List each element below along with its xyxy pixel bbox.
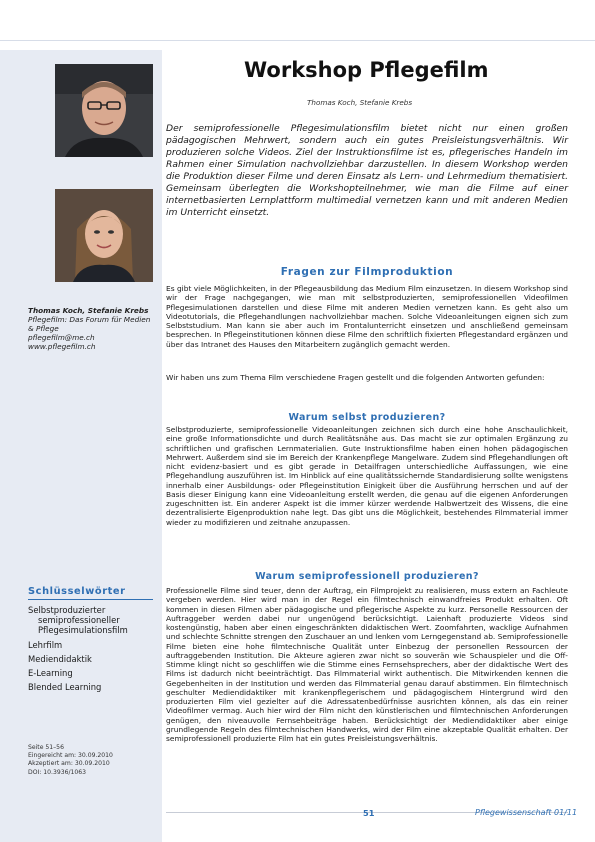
keyword-item: Lehrfilm bbox=[28, 639, 63, 650]
keywords-rule bbox=[28, 599, 153, 600]
article-authors: Thomas Koch, Stefanie Krebs bbox=[307, 98, 413, 107]
author-photo-thomas-koch bbox=[55, 64, 153, 157]
keyword-item: Mediendidaktik bbox=[28, 653, 92, 664]
subheading-selbst-produzieren: Warum selbst produzieren? bbox=[288, 412, 446, 423]
keyword-item: Selbstproduzierter semiprofessioneller Pflegesimulationsfilm bbox=[28, 605, 128, 636]
paragraph-selbst-produzieren: Selbstproduzierte, semiprofessionelle Videoanleitungen zeichnen sich durch eine hohe Anschaulichkeit, eine große Informationsdichte und durch Realitätsnähe aus. Das macht sie zur optimalen Ergänzung zu schriftlichen und grafischen Lernmaterialien. Gute Instruktionsfilme haben einen hohen pädagogischen Mehrwert. Außerdem sind sie im Bereich der Krankenpflege Mangelware. Zudem sind Pflegehandlungen oft nicht evidenz-basiert und es gibt gerade in Detailfragen unterschiedliche Auffassungen, wie eine Pflegehandlung auszuführen ist. Im Hinblick auf eine qualitätssichernde Standardisierung sollte wenigstens innerhalb einer Ausbildungs- oder Pflegeinstitution Einigkeit über die Ausführung herrschen und auf der Basis dieser Einigung kann eine Videoanleitung erstellt werden, die genau auf die eigenen Anforderungen zugeschnitten ist. Ein anderer Aspekt ist die immer kürzer werdende Halbwertzeit des Wissens, die eine dezentralisierte Eigenproduktion nahe legt. Das gibt uns die Möglichkeit, bestehendes Filmmaterial immer wieder zu modifizieren und zeitnahe anzupassen. bbox=[166, 425, 568, 527]
paragraph-intro: Es gibt viele Möglichkeiten, in der Pflegeausbildung das Medium Film einzusetzen. In diesem Workshop sind wir der Frage nachgegangen, wie man mit selbstproduzierten, semiprofessionellen Videofilmen Pflegesimulationen darstellen und diese Filme mit anderen Medien vernetzen kann. Es geht also um Videotutorials, die Pflegehandlungen nachvollziehbar machen. Solche Videoanleitungen eignen sich zum Selbststudium. Man kann sie aber auch im Frontalunterricht einsetzen und anschließend gemeinsam besprechen. In Pflegeinstitutionen können diese Filme den schriftlich fixierten Pflegestandard ergänzen und über das Intranet des Hauses den Mitarbeitern zugänglich gemacht werden. bbox=[166, 284, 568, 349]
keyword-item: Blended Learning bbox=[28, 682, 102, 693]
meta-accepted: Akzeptiert am: 30.09.2010 bbox=[28, 760, 110, 768]
paragraph-questions: Wir haben uns zum Thema Film verschiedene Fragen gestellt und die folgenden Antworten gefunden: bbox=[166, 373, 545, 382]
section-heading-filmproduktion: Fragen zur Filmproduktion bbox=[280, 266, 454, 278]
article-title: Workshop Pflegefilm bbox=[244, 58, 489, 83]
keywords-title: Schlüsselwörter bbox=[28, 586, 126, 597]
article-meta bbox=[28, 744, 156, 777]
author-names: Thomas Koch, Stefanie Krebs bbox=[28, 306, 149, 315]
author-website[interactable]: www.pflegefilm.ch bbox=[28, 342, 96, 351]
keywords-list bbox=[28, 605, 156, 696]
top-rule bbox=[0, 40, 595, 41]
keyword-item: E-Learning bbox=[28, 668, 73, 679]
meta-doi: DOI: 10.3936/1063 bbox=[28, 768, 87, 776]
meta-received: Eingereicht am: 30.09.2010 bbox=[28, 752, 113, 760]
paragraph-semiprofessionell: Professionelle Filme sind teuer, denn der Auftrag, ein Filmprojekt zu realisieren, muss extern an Fachleute vergeben werden. Hier wird man in der Regel ein filmtechnisch einwandfreies Produkt erhalten. Oft kommen in diesen Filmen aber pädagogische und pflegerische Aspekte zu kurz. Personelle Ressourcen der Auftraggeber werden dabei nur ungenügend berücksichtigt. Laienhaft produzierte Videos sind kostengünstig, haben aber einen eingeschränkten didaktischen Wert. Zoomfahrten, wacklige Aufnahmen und schlechte Schnitte strengen den Zuschauer an und lenken vom Lerngegenstand ab. Semiprofessionelle Filme bieten eine hohe filmtechnische Qualität unter Einbezug der personellen Ressourcen der auftraggebenden Institution. Die Akteure agieren zwar nicht so souverän wie Schauspieler und die Off-Stimme klingt nicht so geschliffen wie die Stimme eines Fernsehsprechers, aber der didaktische Wert des Films ist dadurch nicht beeinträchtigt. Das Filmmaterial wirkt authentisch. Die Mitwirkenden kennen die Gegebenheiten in der Institution und werden das Filmmaterial genau darauf abstimmen. Ein filmtechnisch geschulter Mediendidaktiker mit krankenpflegerischem und pädagogischem Hintergrund wird den produzierten Film viel gezielter auf die Adressatenbedürfnisse ausrichten können, als das ein reiner Videofilmer vermag. Auch hier wird der Film nicht den künstlerischen und filmtechnischen Anforderungen genügen, den niveauvolle Fernsehbeiträge haben. Berücksichtigt der Mediendidaktiker aber einige grundlegende Regeln des filmtechnischen Handwerks, wird der Film eine akzeptable Qualität erhalten. Der semiprofessionell produzierte Film hat ein gutes Preisleistungsverhältnis. bbox=[166, 586, 568, 743]
subheading-semiprofessionell: Warum semiprofessionell produzieren? bbox=[255, 571, 479, 582]
journal-name: Pflegewissenschaft 01/11 bbox=[475, 808, 578, 817]
author-affiliation: Pflegefilm: Das Forum für Medien & Pflege bbox=[28, 315, 151, 333]
author-info bbox=[28, 306, 156, 351]
meta-pages: Seite 51–56 bbox=[28, 744, 64, 751]
author-email[interactable]: pflegefilm@me.ch bbox=[28, 333, 95, 342]
sidebar bbox=[0, 50, 162, 842]
abstract: Der semiprofessionelle Pflegesimulationsfilm bietet nicht nur einen großen pädagogischen Mehrwert, sondern auch ein gutes Preisleistungsverhältnis. Wir produzieren solche Videos. Ziel der Instruktionsfilme ist es, pflegerisches Handeln im Rahmen einer Simulation nachvollziehbar darzustellen. In diesem Workshop werden die Produktion dieser Filme und deren Einsatz als Lern- und Lehrmedium thematisiert. Gemeinsam überlegten die Workshopteilnehmer, wie man die Filme auf einer internetbasierten Lernplattform multimedial vernetzen kann und mit anderen Medien im Unterricht einsetzt. bbox=[166, 123, 568, 218]
page-number: 51 bbox=[363, 808, 375, 818]
author-photo-stefanie-krebs bbox=[55, 189, 153, 282]
